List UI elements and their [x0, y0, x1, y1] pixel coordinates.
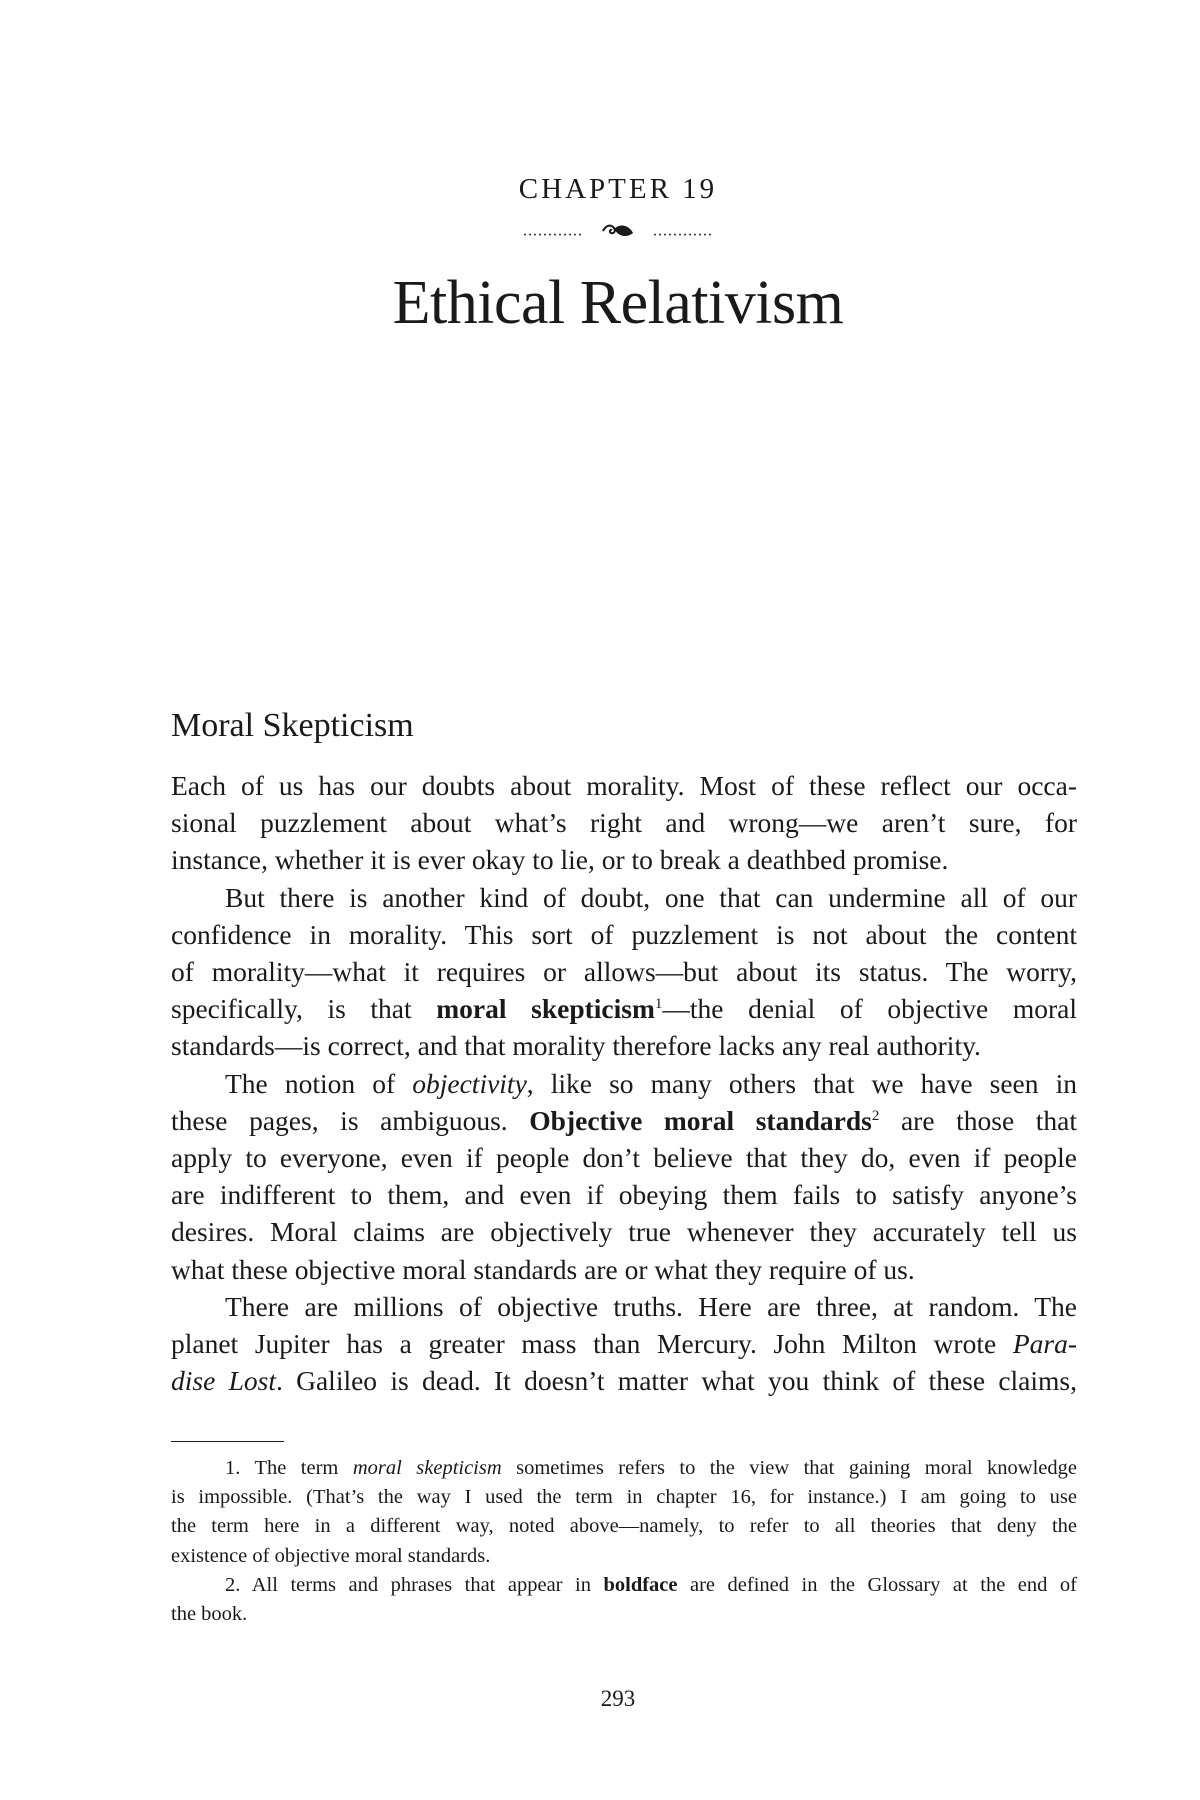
leaf-flourish-icon — [601, 222, 635, 240]
text-line: Each of us has our doubts about morality. Most of these reflect our occa- — [171, 770, 1077, 801]
text-line — [171, 1362, 1077, 1399]
chapter-label: CHAPTER 19 — [518, 173, 718, 205]
term-objective-moral-standards: Objective moral standards — [529, 1104, 872, 1136]
ornament-dots-right: ............ — [653, 222, 713, 240]
section-heading: Moral Skepticism — [171, 707, 414, 744]
text-line: There are millions of objective truths. Here are three, at random. The — [225, 1290, 1077, 1322]
text-run: specifically, is that — [171, 993, 437, 1025]
chapter-title: Ethical Relativism — [392, 269, 844, 337]
text-line: confidence in morality. This sort of puzzlement is not about the content — [171, 918, 1077, 950]
text-line: are indifferent to them, and even if obeying them fails to satisfy anyone’s — [171, 1179, 1077, 1211]
text-line: what these objective moral standards are or what they require of us. — [171, 1253, 915, 1285]
text-run: are defined in the Glossary at the end of — [677, 1573, 1077, 1596]
footnote-divider — [171, 1441, 284, 1442]
footnote-2 — [171, 1571, 1077, 1629]
title-paradise-lost: dise Lost — [171, 1365, 276, 1397]
paragraph-3 — [171, 1065, 1077, 1288]
text-line: of morality—what it requires or allows—but about its status. The worry, — [171, 956, 1077, 988]
term-boldface: boldface — [603, 1573, 678, 1596]
text-line: apply to everyone, even if people don’t believe that they do, even if people — [171, 1142, 1077, 1174]
chapter-ornament — [0, 222, 1200, 240]
footnotes — [171, 1454, 1077, 1629]
text-run: The notion of — [225, 1067, 413, 1099]
text-line: But there is another kind of doubt, one that can undermine all of our — [225, 881, 1077, 913]
page-number: 293 — [600, 1686, 636, 1711]
text-line — [171, 1571, 1077, 1600]
paragraph-1 — [171, 767, 1077, 879]
text-line — [171, 1065, 1077, 1102]
footnote-1 — [171, 1454, 1077, 1571]
text-line: the term here in a different way, noted above—namely, to refer to all theories that deny the — [171, 1515, 1077, 1538]
paragraph-4 — [171, 1288, 1077, 1400]
text-run: 1. The term — [225, 1457, 353, 1479]
term-moral-skepticism: moral skepticism — [436, 993, 655, 1025]
text-line: instance, whether it is ever okay to lie, or to break a deathbed promise. — [171, 844, 949, 876]
text-run: —the denial of objective moral — [662, 993, 1077, 1025]
footnote-ref-2: 2 — [871, 1107, 880, 1124]
text-line: existence of objective moral standards. — [171, 1544, 491, 1567]
text-run: are those that — [879, 1104, 1077, 1136]
text-line: standards—is correct, and that morality therefore lacks any real authority. — [171, 1030, 981, 1062]
text-line — [171, 1325, 1077, 1362]
term-moral-skepticism: moral skepticism — [352, 1457, 502, 1479]
text-line: sional puzzlement about what’s right and wrong—we aren’t sure, for — [171, 807, 1077, 839]
text-line — [171, 1102, 1077, 1139]
text-run: planet Jupiter has a greater mass than Mercury. John Milton wrote — [171, 1328, 1013, 1360]
ornament-dots-left: ............ — [523, 222, 583, 240]
text-run: , like so many others that we have seen in — [526, 1067, 1077, 1099]
text-line: is impossible. (That’s the way I used the term in chapter 16, for instance.) I am going to use — [171, 1486, 1077, 1509]
text-run: sometimes refers to the view that gaining moral knowledge — [501, 1457, 1077, 1479]
text-line — [171, 1454, 1077, 1483]
text-run: these pages, is ambiguous. — [171, 1104, 530, 1136]
text-line: desires. Moral claims are objectively true whenever they accurately tell us — [171, 1216, 1077, 1248]
text-run: . Galileo is dead. It doesn’t matter what you think of these claims, — [275, 1365, 1077, 1397]
body-text — [171, 767, 1077, 1399]
paragraph-2 — [171, 879, 1077, 1065]
footnote-ref-1: 1 — [654, 996, 663, 1013]
title-paradise-lost: Para- — [1012, 1328, 1077, 1360]
text-run: 2. All terms and phrases that appear in — [225, 1573, 604, 1596]
text-line — [171, 990, 1077, 1027]
term-objectivity: objectivity — [412, 1067, 527, 1099]
text-line: the book. — [171, 1603, 248, 1626]
